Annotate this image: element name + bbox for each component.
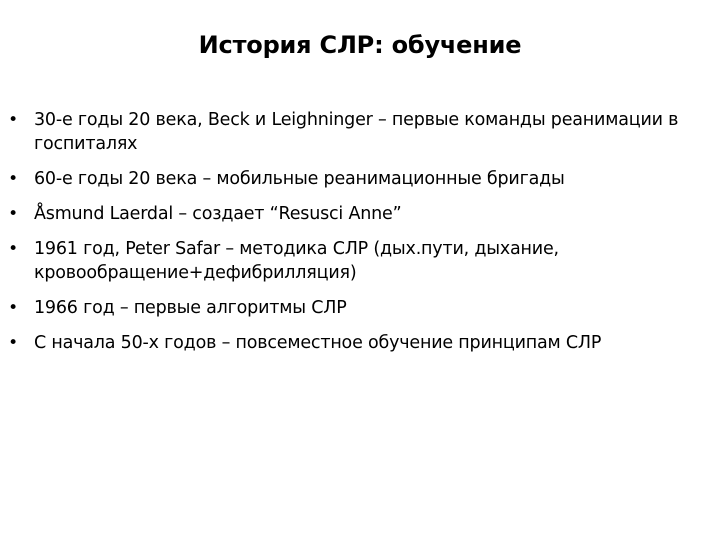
bullet-item — [8, 202, 694, 226]
bullet-text: 1961 год, Peter Safar – методика СЛР (дых.пути, дыхание, кровообращение+дефибрилляция) — [34, 239, 559, 283]
bullet-item — [8, 296, 694, 320]
bullet-marker: • — [8, 239, 18, 259]
bullet-marker: • — [8, 204, 18, 224]
bullet-list — [8, 108, 694, 366]
bullet-marker: • — [8, 169, 18, 189]
bullet-text: 1966 год – первые алгоритмы СЛР — [34, 298, 347, 318]
bullet-text: 60-е годы 20 века – мобильные реанимационные бригады — [34, 169, 565, 189]
bullet-text: 30-е годы 20 века, Beck и Leighninger – первые команды реанимации в госпиталях — [34, 110, 679, 154]
bullet-marker: • — [8, 110, 18, 130]
bullet-item — [8, 108, 694, 156]
bullet-text: Åsmund Laerdal – создает “Resusci Anne” — [34, 204, 402, 224]
bullet-item — [8, 237, 694, 285]
slide-title: История СЛР: обучение — [198, 31, 522, 59]
bullet-item — [8, 331, 694, 355]
bullet-marker: • — [8, 298, 18, 318]
bullet-text: С начала 50-х годов – повсеместное обучение принципам СЛР — [34, 333, 602, 353]
bullet-item — [8, 167, 694, 191]
bullet-marker: • — [8, 333, 18, 353]
